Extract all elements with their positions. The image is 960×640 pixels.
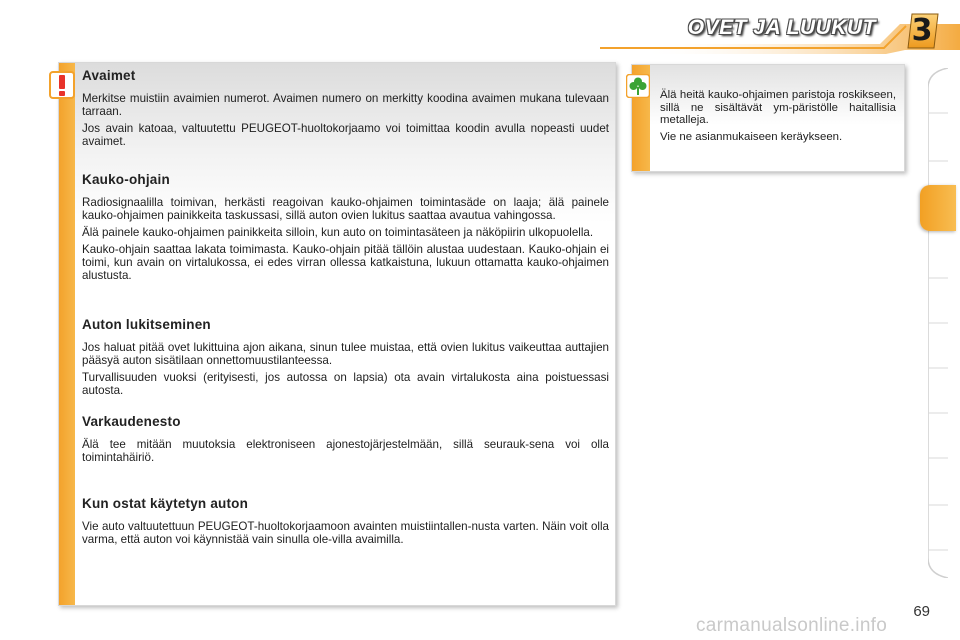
page-number: 69 [913,603,930,620]
paragraph: Älä heitä kauko-ohjaimen paristoja roskikseen, sillä ne sisältävät ym-päristölle haitallisia metalleja. [660,89,896,127]
section-heading: Auton lukitseminen [82,317,211,332]
section-avaimet [82,68,609,148]
paragraph: Älä painele kauko-ohjaimen painikkeita silloin, kun auto on toimintasäteen ja näköpiirin ulkopuolella. [82,226,594,239]
section-heading: Kauko-ohjain [82,172,170,187]
exclamation-warning-icon [48,70,76,100]
paragraph: Vie auto valtuutettuun PEUGEOT-huoltokorjaamoon avainten muistiintallen-nusta varten. Näin voit olla varma, että auton voi käynnistää vain sinulla ole-villa avaimilla. [82,520,609,546]
section-auton-lukitseminen [82,317,609,397]
section-kauko-ohjain [82,172,609,282]
section-heading: Avaimet [82,68,136,83]
paragraph: Merkitse muistiin avaimien numerot. Avaimen numero on merkitty koodina avaimen mukana tulevaan tarraan. [82,92,609,118]
section-kaytetty-auto [82,496,609,546]
paragraph: Vie ne asianmukaiseen keräykseen. [660,130,843,143]
paragraph: Kauko-ohjain saattaa lakata toimimasta. Kauko-ohjain pitää tällöin alustaa uudestaan. Kauko-ohjain ei toimi, kun avain on virtalukossa, ei edes virran ollessa katkaistuna, lukuun ottamatta kauko-ohjaimen alustusta. [82,243,609,282]
paragraph: Turvallisuuden vuoksi (erityisesti, jos autossa on lapsia) ota avain virtalukosta aina poistuessasi autosta. [82,371,609,397]
paragraph: Älä tee mitään muutoksia elektroniseen ajonestojärjestelmään, sillä seurauk-sena voi olla toimintahäiriö. [82,438,609,464]
eco-text [660,89,896,143]
page-header [0,0,960,60]
section-varkaudenesto [82,414,609,464]
paragraph: Radiosignaalilla toimivan, herkästi reagoivan kauko-ohjaimen toimintasäde on laaja; älä painele kauko-ohjaimen painikkeita taskussasi, sillä auton ovien lukitus saattaa avautua vahingossa. [82,196,609,222]
chapter-number: 3 [911,13,933,48]
clover-eco-icon [626,74,650,98]
active-chapter-tab[interactable] [920,185,956,231]
paragraph: Jos haluat pitää ovet lukittuina ajon aikana, sinun tulee muistaa, että ovien lukitus vaikeuttaa auttajien pääsyä auton sisätilaan onnettomuustilanteessa. [82,341,609,367]
paragraph: Jos avain katoaa, valtuutettu PEUGEOT-huoltokorjaamo voi toimittaa koodin avulla nopeasti uudet avaimet. [82,122,609,148]
watermark: carmanualsonline.info [696,615,888,636]
section-heading: Kun ostat käytetyn auton [82,496,249,511]
section-heading: Varkaudenesto [82,414,181,429]
panel-accent-stripe [59,63,75,605]
chapter-title: OVET JA LUUKUT [687,16,876,39]
chapter-tabs [928,68,948,578]
